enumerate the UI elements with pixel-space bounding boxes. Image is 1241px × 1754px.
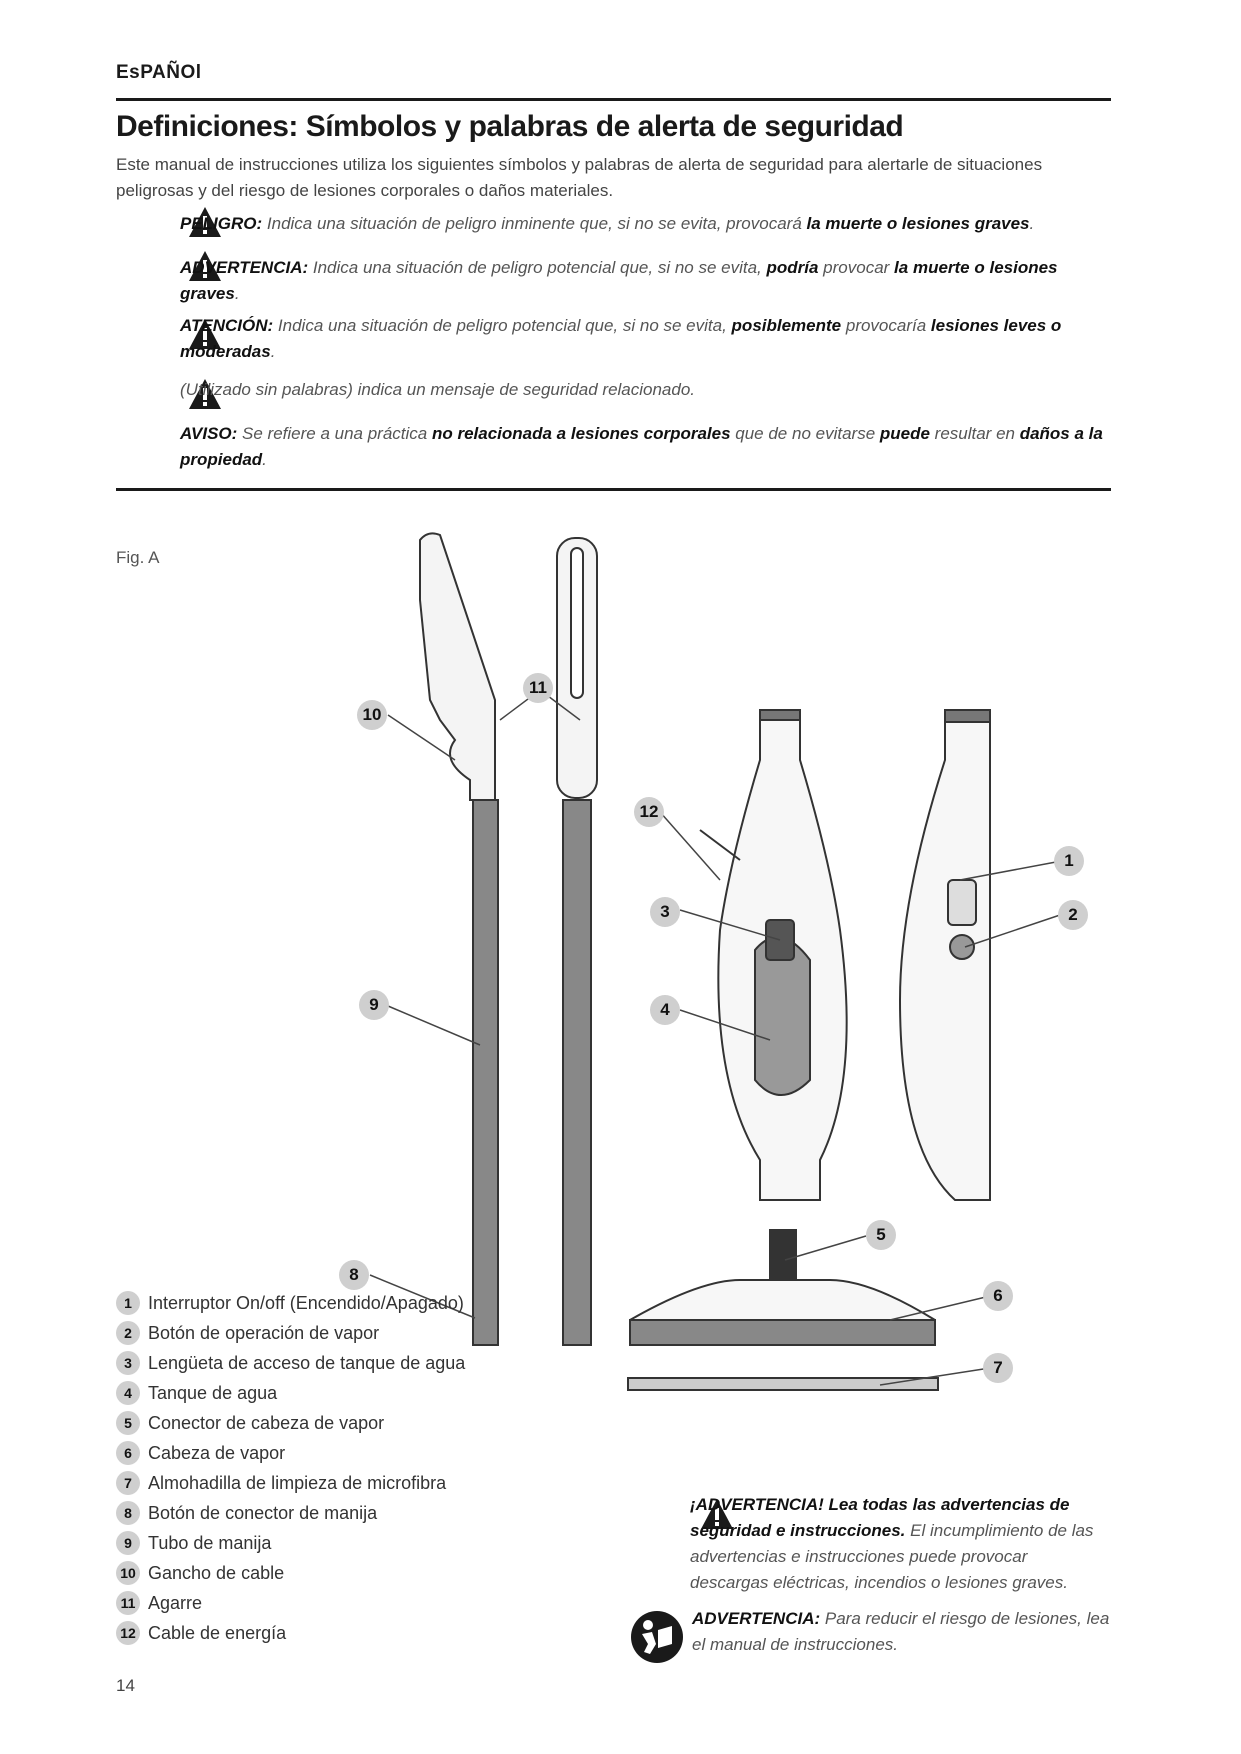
callout-8: 8 (339, 1260, 369, 1290)
callout-10: 10 (357, 700, 387, 730)
section-intro: Este manual de instrucciones utiliza los siguientes símbolos y palabras de alerta de seguridad para alertarle de situaciones peligrosas y del riesgo de lesiones corporales o daños materiales. (116, 155, 1043, 200)
definition-advertencia: ADVERTENCIA: Indica una situación de peligro potencial que, si no se evita, podría provocar la muerte o lesiones graves. (180, 258, 1058, 303)
callout-7: 7 (983, 1353, 1013, 1383)
callout-5: 5 (866, 1220, 896, 1250)
legend-item: 1 Interruptor On/off (Encendido/Apagado) (116, 1288, 465, 1318)
callout-12: 12 (634, 797, 664, 827)
definition-aviso: AVISO: Se refiere a una práctica no relacionada a lesiones corporales que de no evitarse puede resultar en daños a la propiedad. (180, 424, 1103, 469)
callout-2: 2 (1058, 900, 1088, 930)
callout-4: 4 (650, 995, 680, 1025)
parts-legend (116, 1288, 465, 1648)
callout-11: 11 (523, 673, 553, 703)
safety-warning: ¡ADVERTENCIA! Lea todas las advertencias de seguridad e instrucciones. El incumplimiento de las advertencias e instrucciones puede provocar descargas eléctricas, incendios o lesiones graves. (690, 1495, 1094, 1592)
legend-item: 2 Botón de operación de vapor (116, 1318, 465, 1348)
language-header: EsPAÑOl (116, 62, 202, 83)
definition-peligro: PELIGRO: Indica una situación de peligro inminente que, si no se evita, provocará la muerte o lesiones graves. (180, 214, 1035, 233)
legend-item: 11 Agarre (116, 1588, 465, 1618)
figure-label: Fig. A (116, 548, 160, 567)
manual-warning: ADVERTENCIA: Para reducir el riesgo de lesiones, lea el manual de instrucciones. (692, 1609, 1110, 1654)
page-number: 14 (116, 1676, 135, 1695)
definition-atencion: ATENCIÓN: Indica una situación de peligro potencial que, si no se evita, posiblemente provocaría lesiones leves o moderadas. (180, 316, 1062, 361)
legend-item: 3 Lengüeta de acceso de tanque de agua (116, 1348, 465, 1378)
read-manual-icon (630, 1610, 684, 1664)
callout-3: 3 (650, 897, 680, 927)
legend-item: 8 Botón de conector de manija (116, 1498, 465, 1528)
callout-1: 1 (1054, 846, 1084, 876)
legend-item: 9 Tubo de manija (116, 1528, 465, 1558)
legend-item: 10 Gancho de cable (116, 1558, 465, 1588)
legend-item: 4 Tanque de agua (116, 1378, 465, 1408)
callout-6: 6 (983, 1281, 1013, 1311)
legend-item: 12 Cable de energía (116, 1618, 465, 1648)
legend-item: 7 Almohadilla de limpieza de microfibra (116, 1468, 465, 1498)
callout-9: 9 (359, 990, 389, 1020)
section-title: Definiciones: Símbolos y palabras de alerta de seguridad (116, 110, 904, 143)
legend-item: 6 Cabeza de vapor (116, 1438, 465, 1468)
legend-item: 5 Conector de cabeza de vapor (116, 1408, 465, 1438)
definition-sin-palabras: (Utilizado sin palabras) indica un mensaje de seguridad relacionado. (180, 380, 696, 399)
